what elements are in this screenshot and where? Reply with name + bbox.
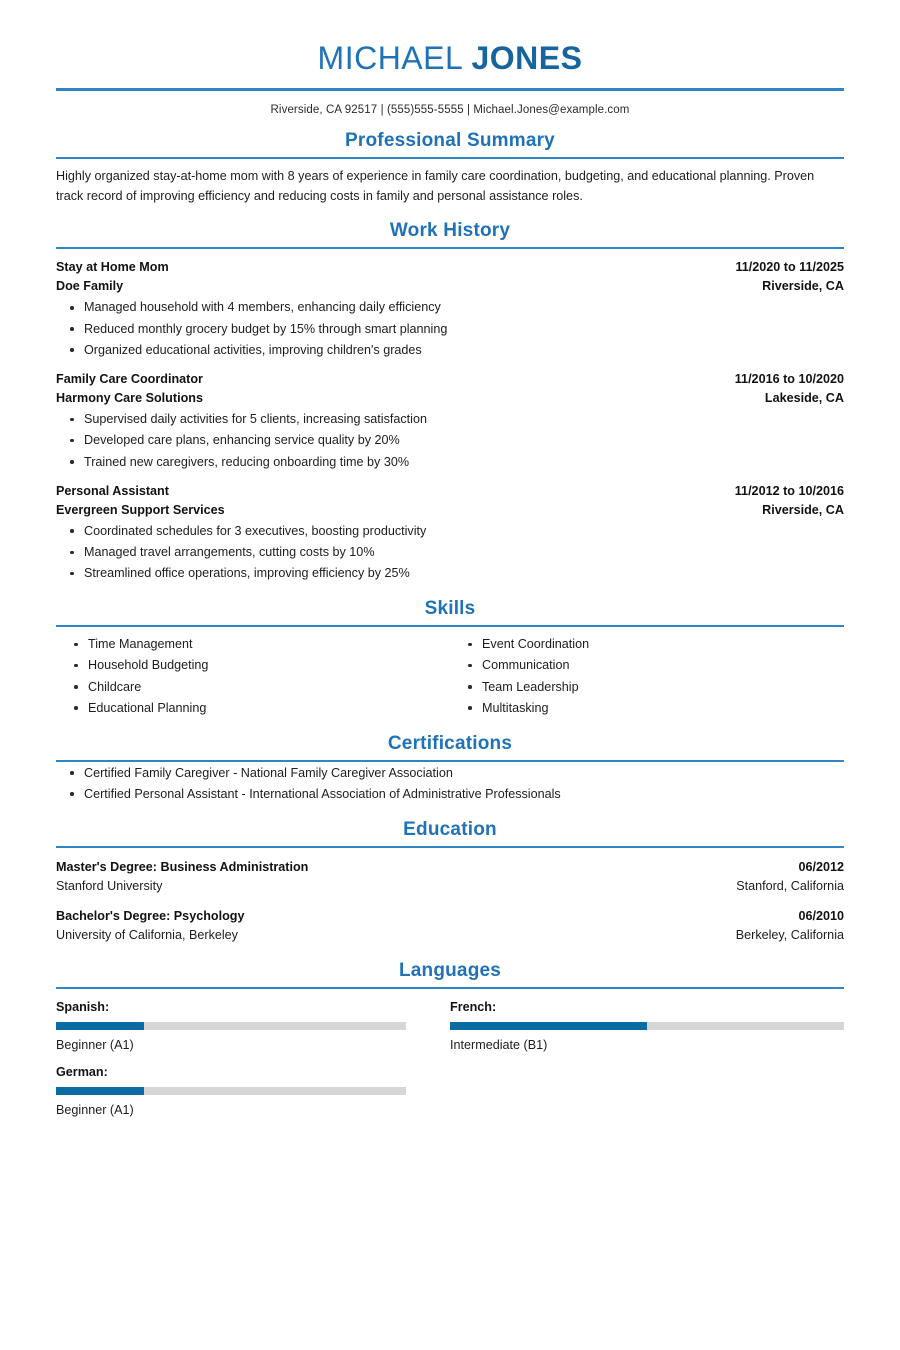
language-name: German: <box>56 1064 108 1079</box>
work-entry-company-row <box>56 277 844 296</box>
education-degree-row <box>56 858 844 878</box>
work-entry-title-row <box>56 482 844 501</box>
job-company: Doe Family <box>56 279 124 294</box>
language-proficiency-fill <box>56 1087 144 1095</box>
work-entry-title-row <box>56 370 844 389</box>
language-proficiency-bar <box>56 1022 406 1030</box>
skills-columns <box>56 627 844 719</box>
section-certifications <box>56 733 844 805</box>
skill-item: Team Leadership <box>450 677 844 698</box>
language-name: French: <box>450 999 497 1014</box>
work-entry <box>56 361 844 473</box>
job-company: Harmony Care Solutions <box>56 391 203 406</box>
work-entry <box>56 249 844 361</box>
section-title-summary: Professional Summary <box>345 129 555 151</box>
education-degree: Master's Degree: Business Administration <box>56 859 309 874</box>
language-entry-french <box>450 997 844 1062</box>
education-school: Stanford University <box>56 879 163 894</box>
education-location: Berkeley, California <box>735 928 844 943</box>
job-bullet: Reduced monthly grocery budget by 15% through smart planning <box>56 319 844 340</box>
job-bullet: Streamlined office operations, improving efficiency by 25% <box>56 563 844 584</box>
skills-column-right <box>450 633 844 719</box>
job-bullet: Managed travel arrangements, cutting costs by 10% <box>56 542 844 563</box>
work-entry-company-row <box>56 501 844 520</box>
skill-item: Time Management <box>56 634 450 655</box>
job-bullet: Managed household with 4 members, enhancing daily efficiency <box>56 297 844 318</box>
skill-item: Educational Planning <box>56 698 450 719</box>
education-location: Stanford, California <box>736 879 844 894</box>
job-bullet-list <box>56 409 844 472</box>
skill-item: Event Coordination <box>450 634 844 655</box>
section-title-languages: Languages <box>398 959 502 981</box>
education-school-row <box>56 926 844 946</box>
section-title-skills: Skills <box>424 598 476 620</box>
education-date: 06/2012 <box>798 859 844 874</box>
job-bullet: Supervised daily activities for 5 clients, increasing satisfaction <box>56 409 844 430</box>
work-entry-company-row <box>56 389 844 408</box>
languages-grid <box>56 989 844 1127</box>
job-bullet: Trained new caregivers, reducing onboarding time by 30% <box>56 452 844 473</box>
language-entry-german <box>56 1062 450 1127</box>
job-title: Stay at Home Mom <box>56 260 169 275</box>
skill-item: Childcare <box>56 677 450 698</box>
contact-info: Riverside, CA 92517 | (555)555-5555 | Michael.Jones@example.com <box>270 103 630 116</box>
education-school-row <box>56 877 844 897</box>
language-proficiency-bar <box>450 1022 844 1030</box>
section-work-history <box>56 220 844 584</box>
job-title: Personal Assistant <box>56 483 169 498</box>
section-divider-certifications <box>56 760 844 762</box>
language-proficiency-fill <box>56 1022 144 1030</box>
job-location: Riverside, CA <box>762 502 844 517</box>
language-proficiency-bar <box>56 1087 406 1095</box>
section-education <box>56 819 844 946</box>
candidate-name <box>56 40 844 77</box>
skill-item: Communication <box>450 655 844 676</box>
language-level: Beginner (A1) <box>56 1037 134 1052</box>
job-location: Riverside, CA <box>762 279 844 294</box>
job-dates: 11/2020 to 11/2025 <box>735 260 844 275</box>
section-languages <box>56 960 844 1127</box>
education-school: University of California, Berkeley <box>56 928 238 943</box>
section-professional-summary <box>56 130 844 207</box>
language-proficiency-fill <box>450 1022 647 1030</box>
section-skills <box>56 598 844 718</box>
language-name: Spanish: <box>56 999 110 1014</box>
job-dates: 11/2016 to 10/2020 <box>734 371 844 386</box>
job-bullet: Organized educational activities, improving children's grades <box>56 340 844 361</box>
skill-item: Multitasking <box>450 698 844 719</box>
job-bullet-list <box>56 521 844 584</box>
last-name: JONES <box>471 40 583 76</box>
first-name: MICHAEL <box>317 40 463 76</box>
job-bullet: Developed care plans, enhancing service quality by 20% <box>56 430 844 451</box>
education-date: 06/2010 <box>798 908 844 923</box>
section-title-certifications: Certifications <box>387 732 513 754</box>
language-level: Beginner (A1) <box>56 1102 134 1117</box>
education-degree-row <box>56 907 844 927</box>
resume-header <box>56 0 844 77</box>
job-bullet: Coordinated schedules for 3 executives, boosting productivity <box>56 521 844 542</box>
skills-column-left <box>56 633 450 719</box>
job-title: Family Care Coordinator <box>56 371 203 386</box>
skill-item: Household Budgeting <box>56 655 450 676</box>
skills-list-left <box>56 634 450 719</box>
work-entry-title-row <box>56 258 844 277</box>
section-title-education: Education <box>403 818 497 840</box>
job-location: Lakeside, CA <box>764 391 844 406</box>
job-bullet-list <box>56 297 844 360</box>
skills-list-right <box>450 634 844 719</box>
job-dates: 11/2012 to 10/2016 <box>734 483 844 498</box>
work-entry <box>56 473 844 585</box>
education-entry <box>56 848 844 897</box>
certification-item: Certified Family Caregiver - National Family Caregiver Association <box>56 763 844 784</box>
job-company: Evergreen Support Services <box>56 502 225 517</box>
language-level: Intermediate (B1) <box>450 1037 548 1052</box>
certification-item: Certified Personal Assistant - International Association of Administrative Professionals <box>56 784 844 805</box>
education-degree: Bachelor's Degree: Psychology <box>56 908 245 923</box>
education-entry <box>56 897 844 946</box>
certifications-list <box>56 763 844 805</box>
summary-text: Highly organized stay-at-home mom with 8 years of experience in family care coordination, budgeting, and educational planning. Proven track record of improving efficiency and reducing costs in family and personal assistance roles. <box>56 168 815 203</box>
language-entry-spanish <box>56 997 450 1062</box>
section-title-work-history: Work History <box>389 220 511 242</box>
language-entry-empty <box>450 1062 844 1127</box>
